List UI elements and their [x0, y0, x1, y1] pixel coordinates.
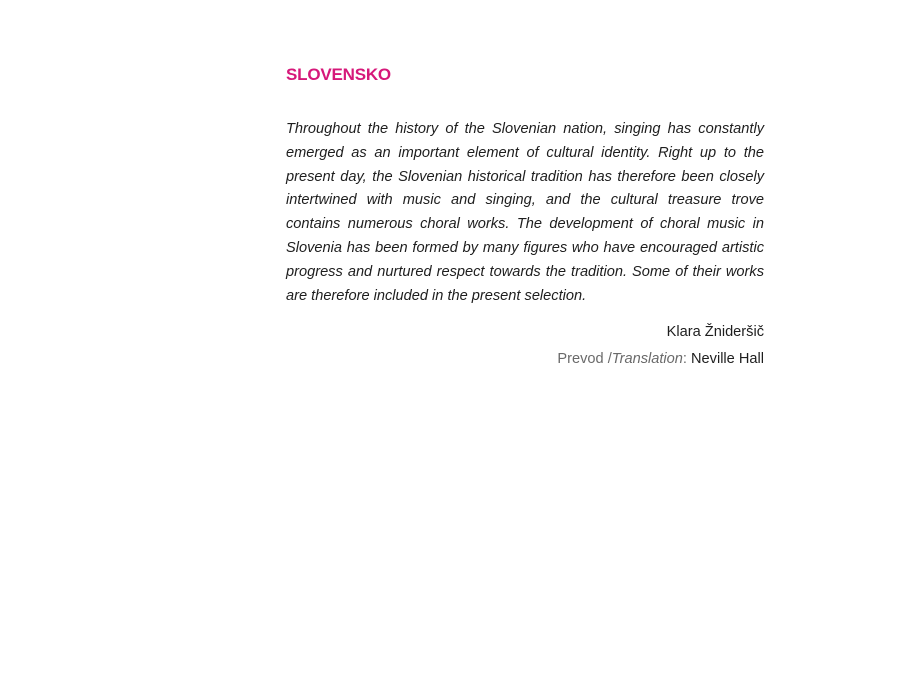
text-column	[286, 62, 764, 370]
translation-prefix: Prevod /	[557, 351, 612, 368]
body-paragraph: Throughout the history of the Slovenian nation, singing has constantly emerged as an important element of cultural identity. Right up to the present day, the Slovenian historical tradition has therefore been closely intertwined with music and singing, and the cultural treasure trove contains numerous choral works. The development of choral music in Slovenia has been formed by many figures who have encouraged artistic progress and nurtured respect towards the tradition. Some of their works are therefore included in the present selection.	[286, 121, 764, 304]
translation-credit	[286, 348, 764, 370]
translation-label: Translation	[611, 351, 683, 368]
translation-separator: :	[682, 351, 691, 368]
author-name: Klara Žnideršič	[666, 324, 764, 341]
section-heading: SLOVENSKO	[286, 65, 391, 84]
translator-name: Neville Hall	[691, 351, 764, 368]
